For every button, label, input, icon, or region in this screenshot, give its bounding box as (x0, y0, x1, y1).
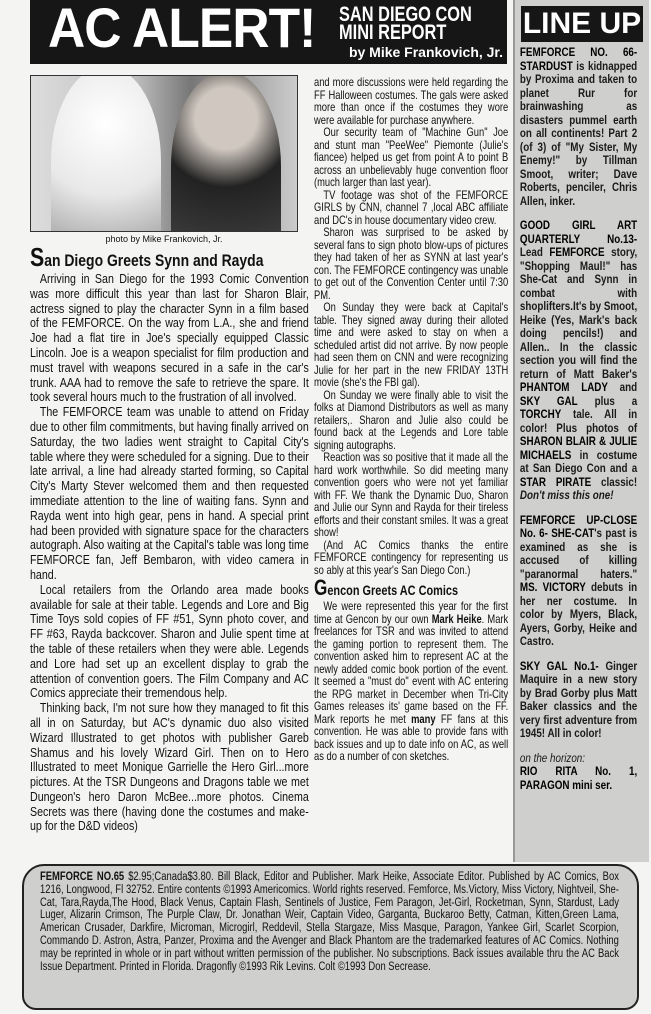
indicia-title: FEMFORCE NO.65 (40, 871, 125, 883)
lineup-item-horizon (520, 752, 637, 793)
t: in costume at San Diego Con and a (519, 447, 638, 475)
emphasis: many (411, 711, 436, 726)
indicia-box (22, 864, 639, 1010)
lineup-list (515, 46, 642, 792)
article-column-left (30, 246, 309, 860)
t: tale. All in color! Plus photos of (519, 407, 638, 435)
t: Don't miss this one! (519, 488, 614, 502)
t: MS. VICTORY (519, 580, 586, 594)
name-bold: Mark Heike (431, 611, 482, 626)
lineup-item-sky-gal-1 (520, 660, 637, 741)
t: GOOD GIRL ART QUARTERLY No.13- (519, 218, 638, 246)
t: debuts in her ner costume. In color by Myers, Black, Ayers, Gorby, Heike and Castro. (519, 580, 638, 648)
paragraph: The FEMFORCE team was unable to attend on Friday due to other film commitments, but having finally arrived on Saturday, the two ladies went straight to Capital City's table where they were scheduled for a signing. Due to their late arrival, a line had already started forming, so Capital City's Marty Stever welcomed them and then requested immediate attention to the line of waiting fans. Synn and Rayda went into high gear, pens in hand. A special print had been provided with signature space for the characters autograph. Also waiting at the Capital's table was long time FEMFORCE fan, Jeff Bembaron, with video camera in hand. (30, 404, 309, 582)
photo-caption: photo by Mike Frankovich, Jr. (105, 234, 223, 244)
byline: by Mike Frankovich, Jr. (348, 44, 503, 60)
lineup-item-femforce-66 (520, 46, 637, 208)
paragraph: Thinking back, I'm not sure how they managed to fit this all in on Saturday, but AC's dynamic duo also visited Wizard Illustrated to get photos with publisher Gareb Shamus and his lovely Wizard Girl. Then on to Hero Illustrated to meet Monique Garrielle the Hero Girl...more pictures. At the TSR Dungeons and Dragons table we met Dungeon's hero Daron McBee...more photos. Cinema Secrets was there (having done the costumes and make-up for the D&D videos) (30, 700, 309, 834)
t: 's past is examined as she is accused of killing "paranormal haters." (519, 526, 638, 581)
article-column-middle (314, 76, 508, 862)
text: We were represented this year for the first time at Gencon by our own (314, 599, 508, 626)
column-text (314, 76, 508, 763)
heading-text: encon Greets AC Comics (327, 582, 459, 598)
t: FEMFORCE (549, 245, 605, 259)
convention-photo (30, 75, 298, 232)
paragraph: Reaction was so positive that it made all the hard work worthwhile. So did meeting many convention goers who were not yet familiar with FF. We thank the Dynamic Duo, Sharon and Julie our Synn and Rayda for their tireless efforts and their constant smiles. It was a great show! (314, 450, 508, 539)
paragraph: and more discussions were held regarding the FF Halloween costumes. The gals were asked more than once if the costumes they wore were available for purchase anywhere. (314, 76, 508, 127)
paragraph: Sharon was surprised to be asked by several fans to sign photo blow-ups of pictures they had taken of her as SYNN at last year's con. The FEMFORCE contingency was unable to get out of the Convention Center until 7:30 PM. (314, 225, 508, 302)
column-text (30, 246, 309, 834)
t: classic! (591, 474, 638, 489)
lineup-title: LINE UP (522, 7, 642, 40)
t: TORCHY (519, 407, 562, 421)
t: Lead (519, 245, 550, 259)
photo-figure-right (171, 75, 281, 232)
paragraph (314, 600, 508, 763)
paragraph: On Sunday they were back at Capital's table. They signed away during their alloted time and were asked to stay on when a scheduled artist did not arrive. By now people had seen them on CNN and were recognizing Julie for her part in the new FRIDAY 13TH movie (she's the FBI gal). (314, 300, 508, 389)
lineup-item-gga-13 (520, 219, 637, 503)
paragraph: On Sunday we were finally able to visit the folks at Diamond Distributors as well as many retailers,. Sharon and Julie also could be found back at the Legends and Lore table signing autographs. (314, 387, 508, 452)
t: is kidnapped by Proxima and taken to planet Rur for brainwashing as disasters pummel earth on all continents! Part 2 (of 3) of "My Sister, My Enemy!" by Tillman Smoot, writer; Dave Roberts, penciler, Chris Allen, inker. (519, 58, 638, 208)
t: RIO RITA No. 1, PARAGON mini ser. (519, 764, 638, 792)
report-title-line-1: SAN DIEGO CON (339, 3, 472, 26)
t: FEMFORCE NO. 66- STARDUST (519, 45, 638, 73)
photo-figure-left (51, 75, 161, 232)
drop-cap: S (30, 246, 45, 272)
t: Ginger Maquire in a new story by Brad Gorby plus Matt Baker classics and the very first adventure from 1945! All in color! (519, 658, 638, 740)
lineup-item-upclose-6 (520, 514, 637, 649)
heading-text: an Diego Greets Synn and Rayda (44, 251, 264, 270)
t: SKY GAL (519, 393, 578, 408)
article-heading (30, 246, 309, 272)
drop-cap: G (314, 575, 328, 600)
t: story, "Shopping Maul!" has She-Cat and Synn in combat with shoplifters.It's by Smoot, Heike (Yes, Mark's back doing pencils!) and Allen.. In the classic section you will find the return of Matt Baker's (519, 245, 638, 381)
t: on the horizon: (519, 750, 586, 765)
paragraph: Our security team of "Machine Gun" Joe and stunt man "PeeWee" Piemonte (Julie's fiancee) helped us get from point A to point B across an unbelievably huge convention floor (much larger than last year). (314, 125, 508, 189)
indicia-text: $2.95;Canada$3.80. Bill Black, Editor and Publisher. Mark Heike, Associate Editor. Published by AC Comics, Box 1216, Longwood, Fl 32752. Entire contents ©1993 Americomics. World rights reserved. Femforce, Ms.Victory, Miss Victory, Nightveil, She-Cat, Tara,Rayda,The Hood, Black Venus, Captain Flash, Sentinels of Justice, Fem Paragon, Jet-Girl, Rocketman, Synn, Stardust, Lady Luger, Alizarin Crimson, The Purple Claw, Dr. Jonathan Weir, Captain Video, Garganta, Buckaroo Betty, Catman, Kitten,Green Lama, American Crusader, Darkfire, Microman, Microgirl, Reddevil, Stella Stargaze, Miss Masque, Paragon, Yankee Girl, Scarlet Scorpion, Commando D. Astron, Astra, Panzer, Proxima and the Avenger and Black Phantom are the trademarked features of AC Comics. Nothing may be reprinted in whole or in part without written permission of the publisher. No subscriptions. Back issues available thru the AC Back Issue Department. Printed in Florida. Dragonfly ©1993 Rik Levins. Colt ©1993 Don Secrease. (40, 871, 619, 973)
lineup-sidebar (513, 0, 649, 862)
paragraph: TV footage was shot of the FEMFORCE GIRLS by CNN, channel 7 ,local ABC affiliate and DC's in house documentary video crew. (314, 187, 508, 227)
t: FEMFORCE UP-CLOSE No. 6- SHE-CAT (519, 512, 638, 540)
paragraph: Local retailers from the Orlando area made books available for sale at their table. Legends and Lore and Big Time Toys sold copies of FF #51, Synn photo cover, and FF #63, Rayda backcover. Sharon and Julie spent time at the table of these retailers when they were able. Legends and Lore had set up an excellent display to grab the attention of convention goers. The Film Company and AC Comics appreciate their tremendous help. (30, 581, 309, 701)
t: plus a (577, 393, 638, 408)
paragraph: (And AC Comics thanks the entire FEMFORCE contingency for representing us so ably at this year's San Diego Con.) (314, 537, 508, 577)
gencon-heading (314, 575, 508, 600)
t: and (607, 380, 638, 394)
t: SKY GAL No.1- (519, 658, 599, 673)
t: PHANTOM LADY (519, 380, 608, 394)
report-title (339, 3, 472, 44)
indicia-body (40, 871, 619, 973)
paragraph: Arriving in San Diego for the 1993 Comic Convention was more difficult this year than last for Sharon Blair, actress signed to play the character Synn in a film based of the FEMFORCE. On the way from L.A., she and friend Joe had a flat tire in Joe's specially equipped Classic Lincoln. Joe is a weapon specialist for film production and must travel with weapons secured in a safe in the car's trunk. AAA had to remove the safe to retrieve the spare. It took several hours much to the frustration of all involved. (30, 271, 309, 405)
text: . Mark freelances for TSR and was invited to attend the gaming portion to represent them. The convention asked him to represent AC at the newly added comic book portion of the event. It seemed a "must do" event with AC entering the RPG market in December when Tri-City Games releases its' game based on the FF. Mark reports he met (314, 611, 508, 726)
t: SHARON BLAIR & JULIE MICHAELS (519, 434, 638, 462)
text: FF fans at this convention. He was able to provide fans with back issues and up to date info on AC, as well as do a number of con sketches. (314, 711, 508, 763)
header-banner (30, 0, 507, 64)
t: STAR PIRATE (519, 474, 592, 489)
report-title-line-2: MINI REPORT (339, 21, 447, 44)
page-title: AC ALERT! (48, 0, 316, 59)
